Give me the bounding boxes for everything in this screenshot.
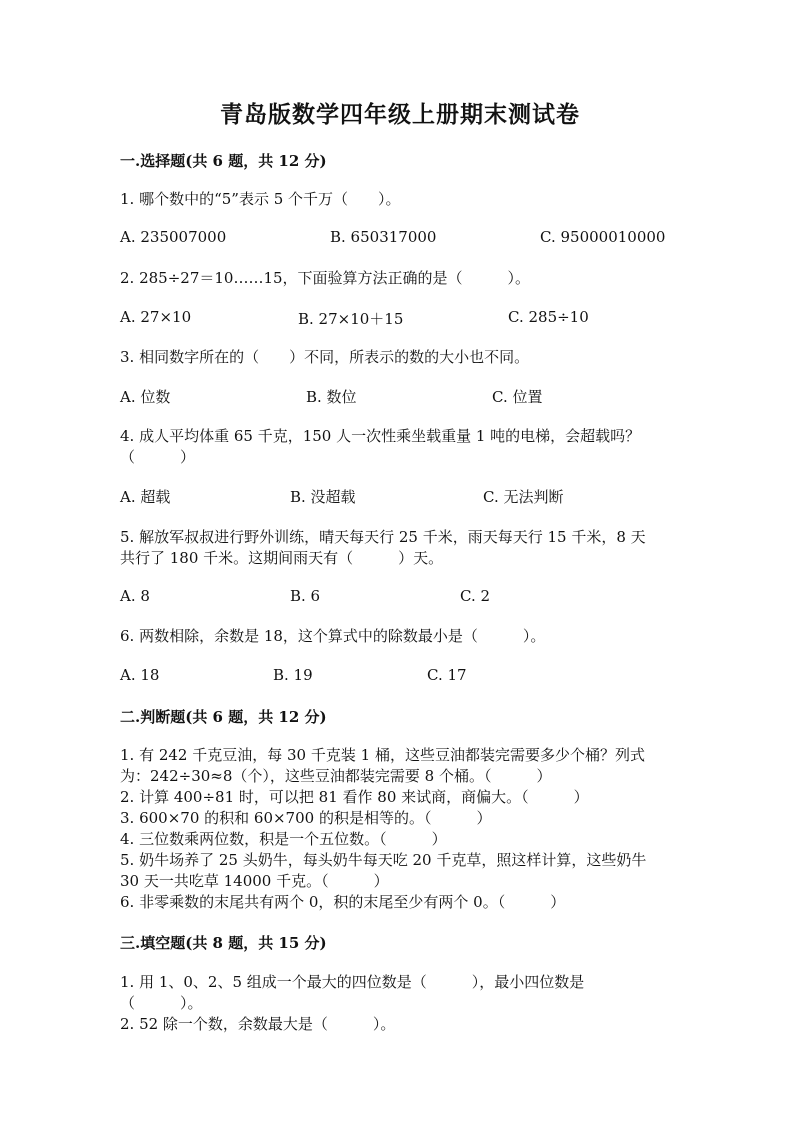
question-6-option-b: B. 19 — [273, 666, 313, 684]
question-6-option-c: C. 17 — [427, 666, 467, 684]
question-3-option-a: A. 位数 — [120, 388, 171, 406]
question-4-option-a: A. 超载 — [120, 488, 171, 506]
question-2-option-c: C. 285÷10 — [508, 308, 589, 326]
question-2-text: 2. 285÷27＝10……15，下面验算方法正确的是（ ）。 — [120, 269, 531, 287]
fill-line: 1. 用 1、0、2、5 组成一个最大的四位数是（ ），最小四位数是 — [120, 973, 585, 991]
question-1-option-a: A. 235007000 — [120, 228, 227, 246]
question-6-option-a: A. 18 — [120, 666, 160, 684]
fill-line: （ ）。 — [120, 994, 203, 1012]
question-5-option-a: A. 8 — [120, 587, 150, 605]
question-1-text: 1. 哪个数中的“5”表示 5 个千万（ ）。 — [120, 190, 401, 208]
question-4-text-line1: 4. 成人平均体重 65 千克，150 人一次性乘坐载重量 1 吨的电梯，会超载吗？ — [120, 427, 641, 445]
page-title: 青岛版数学四年级上册期末测试卷 — [220, 101, 580, 128]
section-heading-choice: 一.选择题(共 6 题，共 12 分) — [120, 152, 327, 170]
judgement-line: 6. 非零乘数的末尾共有两个 0，积的末尾至少有两个 0。（ ） — [120, 893, 566, 911]
question-5-option-b: B. 6 — [290, 587, 321, 605]
judgement-line: 2. 计算 400÷81 时，可以把 81 看作 80 来试商，商偏大。（ ） — [120, 788, 589, 806]
question-2-option-b: B. 27×10＋15 — [298, 310, 404, 328]
section-heading-fill: 三.填空题(共 8 题，共 15 分) — [120, 934, 327, 952]
question-4-option-c: C. 无法判断 — [483, 488, 564, 506]
question-3-option-b: B. 数位 — [306, 388, 357, 406]
question-2-option-a: A. 27×10 — [120, 308, 192, 326]
question-4-option-b: B. 没超载 — [290, 488, 356, 506]
question-5-text-line1: 5. 解放军叔叔进行野外训练，晴天每天行 25 千米，雨天每天行 15 千米，8 天 — [120, 528, 646, 546]
judgement-line: 30 天一共吃草 14000 千克。（ ） — [120, 872, 389, 890]
question-3-text: 3. 相同数字所在的（ ）不同，所表示的数的大小也不同。 — [120, 348, 530, 366]
section-heading-judgement: 二.判断题(共 6 题，共 12 分) — [120, 708, 327, 726]
judgement-line: 5. 奶牛场养了 25 头奶牛，每头奶牛每天吃 20 千克草，照这样计算，这些奶牛 — [120, 851, 647, 869]
question-1-option-c: C. 95000010000 — [540, 228, 666, 246]
question-3-option-c: C. 位置 — [492, 388, 543, 406]
question-4-text-line2: （ ） — [120, 448, 196, 466]
question-5-option-c: C. 2 — [460, 587, 491, 605]
judgement-line: 4. 三位数乘两位数，积是一个五位数。（ ） — [120, 830, 447, 848]
judgement-line: 为：242÷30≈8（个），这些豆油都装完需要 8 个桶。（ ） — [120, 767, 552, 785]
judgement-line: 3. 600×70 的积和 60×700 的积是相等的。（ ） — [120, 809, 492, 827]
question-6-text: 6. 两数相除，余数是 18，这个算式中的除数最小是（ ）。 — [120, 627, 546, 645]
question-5-text-line2: 共行了 180 千米。这期间雨天有（ ）天。 — [120, 549, 444, 567]
question-1-option-b: B. 650317000 — [330, 228, 437, 246]
judgement-line: 1. 有 242 千克豆油，每 30 千克装 1 桶，这些豆油都装完需要多少个桶？列式 — [120, 746, 645, 764]
fill-line: 2. 52 除一个数，余数最大是（ ）。 — [120, 1015, 396, 1033]
